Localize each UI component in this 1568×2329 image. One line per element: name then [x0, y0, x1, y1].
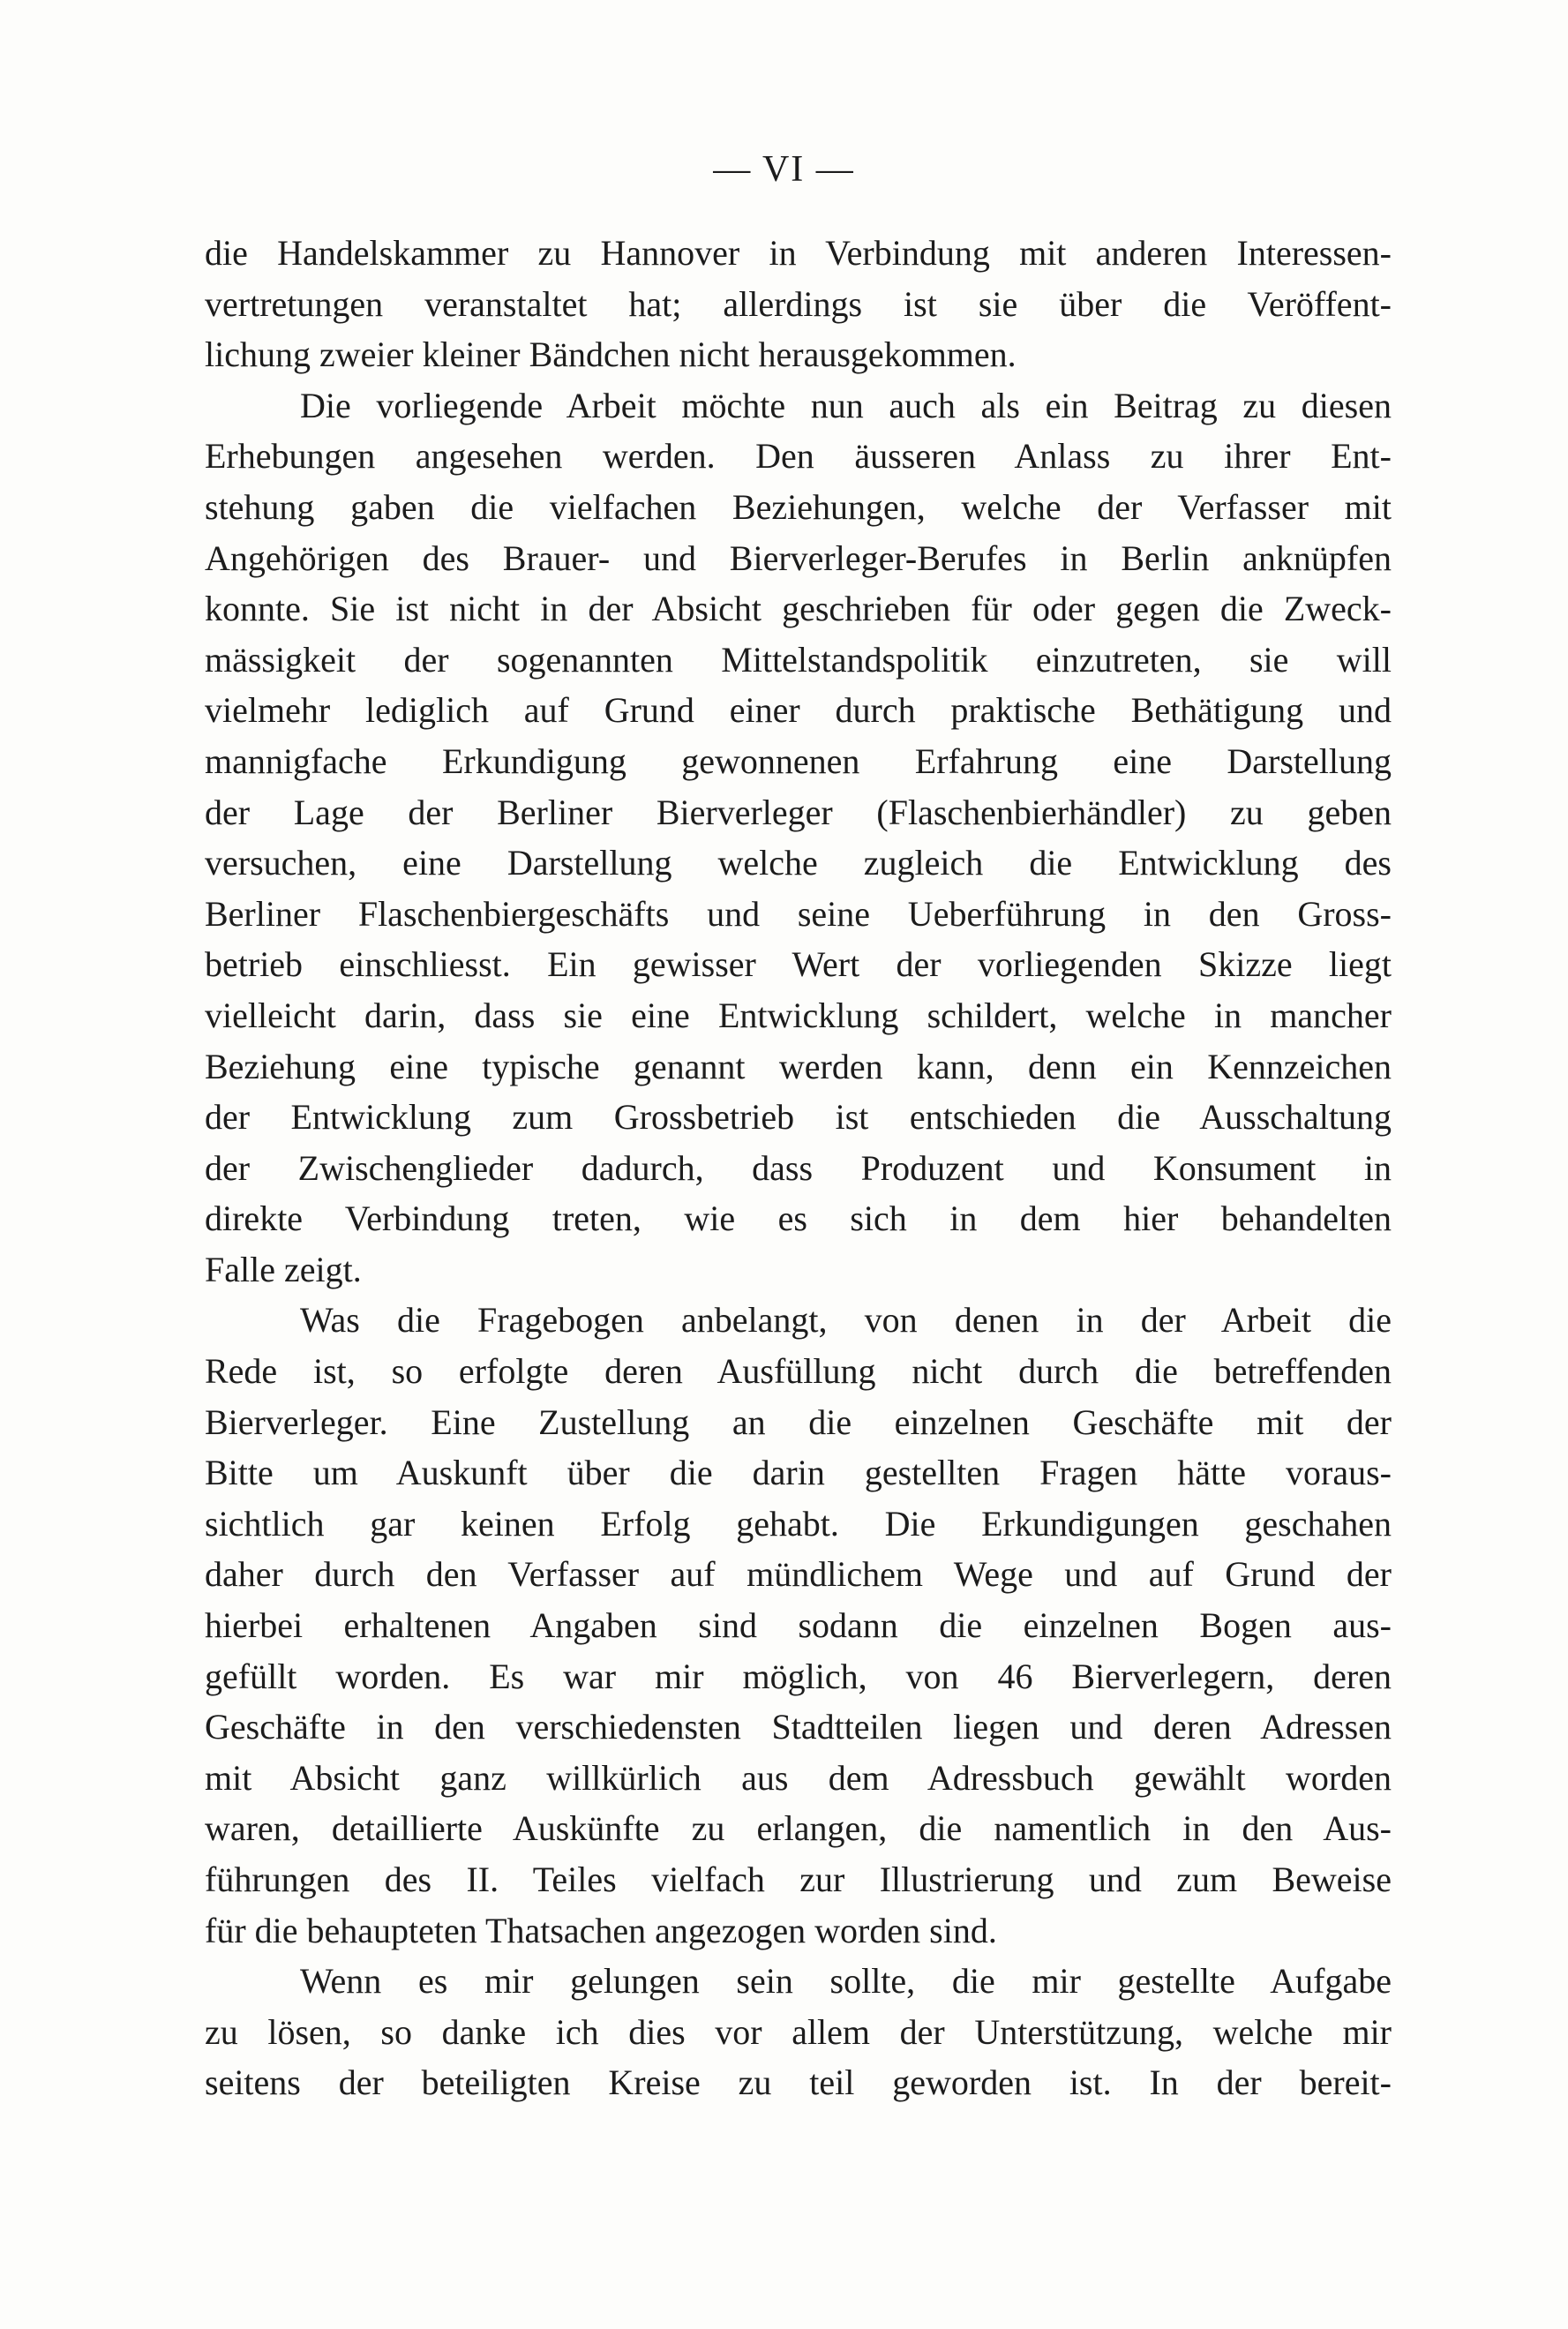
page-number: — VI — [713, 149, 855, 190]
text-line: Beziehung eine typische genannt werden kann, denn ein Kennzeichen [205, 1046, 1392, 1086]
text-line: vielmehr lediglich auf Grund einer durch praktische Bethätigung und [205, 690, 1392, 731]
text-line: der Entwicklung zum Grossbetrieb ist entschieden die Ausschaltung [205, 1097, 1392, 1138]
text-line: mässigkeit der sogenannten Mittelstandspolitik einzutreten, sie will [205, 639, 1392, 680]
paragraph [205, 1295, 1392, 1956]
text-line: die Handelskammer zu Hannover in Verbindung mit anderen Interessen- [205, 233, 1392, 273]
text-line: Erhebungen angesehen werden. Den äusseren Anlass zu ihrer Ent- [205, 436, 1392, 477]
paragraph [205, 380, 1392, 1296]
text-line: vertretungen veranstaltet hat; allerdings ist sie über die Veröffent- [205, 283, 1392, 324]
body-text [205, 228, 1392, 2108]
text-line: Was die Fragebogen anbelangt, von denen in der Arbeit die [300, 1300, 1392, 1341]
text-line: Die vorliegende Arbeit möchte nun auch als ein Beitrag zu diesen [300, 385, 1392, 425]
text-line: zu lösen, so danke ich dies vor allem der Unterstützung, welche mir [205, 2011, 1392, 2052]
paragraph [205, 228, 1392, 380]
text-line: Angehörigen des Brauer- und Bierverleger-Berufes in Berlin anknüpfen [205, 537, 1392, 578]
text-line: Falle zeigt. [205, 1249, 362, 1289]
text-line: mannigfache Erkundigung gewonnenen Erfahrung eine Darstellung [205, 740, 1392, 781]
text-line: daher durch den Verfasser auf mündlichem Wege und auf Grund der [205, 1554, 1392, 1595]
text-line: betrieb einschliesst. Ein gewisser Wert der vorliegenden Skizze liegt [205, 944, 1392, 985]
text-line: der Lage der Berliner Bierverleger (Flaschenbierhändler) zu geben [205, 792, 1392, 832]
text-line: gefüllt worden. Es war mir möglich, von 46 Bierverlegern, deren [205, 1656, 1392, 1696]
text-line: der Zwischenglieder dadurch, dass Produzent und Konsument in [205, 1147, 1392, 1188]
text-line: waren, detaillierte Auskünfte zu erlangen, die namentlich in den Aus- [205, 1808, 1392, 1849]
text-line: Bierverleger. Eine Zustellung an die einzelnen Geschäfte mit der [205, 1401, 1392, 1442]
text-line: führungen des II. Teiles vielfach zur Illustrierung und zum Beweise [205, 1859, 1392, 1899]
text-line: Wenn es mir gelungen sein sollte, die mir gestellte Aufgabe [300, 1961, 1392, 2002]
text-line: hierbei erhaltenen Angaben sind sodann die einzelnen Bogen aus- [205, 1605, 1392, 1646]
text-line: mit Absicht ganz willkürlich aus dem Adressbuch gewählt worden [205, 1757, 1392, 1798]
text-line: konnte. Sie ist nicht in der Absicht geschrieben für oder gegen die Zweck- [205, 589, 1392, 629]
paragraph [205, 1956, 1392, 2108]
text-line: direkte Verbindung treten, wie es sich in dem hier behandelten [205, 1198, 1392, 1239]
text-line: sichtlich gar keinen Erfolg gehabt. Die Erkundigungen geschahen [205, 1503, 1392, 1544]
text-line: seitens der beteiligten Kreise zu teil geworden ist. In der bereit- [205, 2062, 1392, 2103]
text-line: lichung zweier kleiner Bändchen nicht herausgekommen. [205, 334, 1017, 375]
text-line: versuchen, eine Darstellung welche zugleich die Entwicklung des [205, 843, 1392, 883]
text-line: Bitte um Auskunft über die darin gestellten Fragen hätte voraus- [205, 1453, 1392, 1493]
text-line: vielleicht darin, dass sie eine Entwicklung schildert, welche in mancher [205, 995, 1392, 1035]
text-line: Berliner Flaschenbiergeschäfts und seine Ueberführung in den Gross- [205, 893, 1392, 934]
text-line: stehung gaben die vielfachen Beziehungen, welche der Verfasser mit [205, 486, 1392, 527]
text-line: Geschäfte in den verschiedensten Stadtteilen liegen und deren Adressen [205, 1707, 1392, 1747]
text-line: für die behaupteten Thatsachen angezogen worden sind. [205, 1910, 997, 1950]
text-line: Rede ist, so erfolgte deren Ausfüllung nicht durch die betreffenden [205, 1351, 1392, 1392]
